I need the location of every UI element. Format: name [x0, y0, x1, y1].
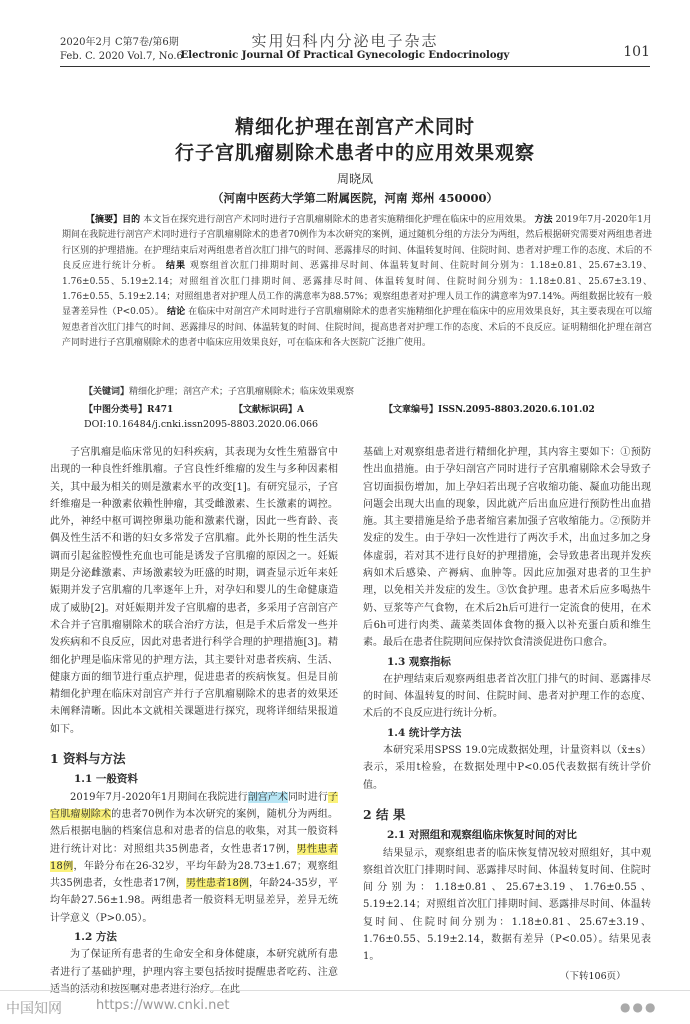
clc-number: 【中图分类号】R471: [84, 405, 174, 415]
highlight-cesarean: 剖宫产术: [247, 791, 288, 803]
result-text: 观察组首次肛门排期时间、恶露排尽时间、体温转复时间、住院时间分别为：1.18±0.81、25.67±3.19、1.76±0.55、5.19±2.14；对照组首次肛门排期时间、恶露排尽时间、体温转复时间、住院时间分别为：1.18±0.81、25.67±3.19、1.76±0.55、5.19±2.14；对照组患者对护理人员工作的满意率为88.57%；观察组患者对护理人员工作的满意率为97.14%。两组数据比较有一般显著差异性（P<0.05）。: [62, 261, 652, 318]
methods-paragraph: 为了保证所有患者的生命安全和身体健康，本研究就所有患者进行了基础护理，护理内容主要包括按时提醒患者吃药、注意适当的活动和按医嘱对患者进行治疗。在此: [50, 949, 338, 995]
issue-en: Feb. C. 2020 Vol.7, No.6: [60, 51, 183, 62]
method-text: 2019年7月-2020年1月期间在我院进行剖宫产术同时进行子宫肌瘤剔除术的患者70例作为本次研究的案例，通过随机分组的方法分为两组，然后根据研究需要对两组患者进行区别的护理措施。在护理结束后对两组患者首次肛门排气的时间、恶露排尽的时间、体温转复时间、住院时间、患者对护理工作的态度、术后的不良反应进行统计分析。: [62, 215, 652, 272]
journal-title-cn: 实用妇科内分泌电子杂志: [251, 32, 439, 50]
body-right-column: [363, 444, 651, 966]
general-data-paragraph: [50, 789, 338, 927]
body-left-column: [50, 444, 338, 998]
article-title-line2: 行子宫肌瘤剔除术患者中的应用效果观察: [174, 142, 535, 164]
more-dots-icon: ●●●: [620, 1000, 658, 1014]
header-rule: [60, 66, 650, 67]
text-run: 2019年7月-2020年1月期间在我院进行: [70, 791, 248, 803]
method-label: 方法: [534, 215, 553, 225]
abstract: [62, 213, 652, 352]
text-run: 同时进行: [287, 791, 328, 803]
issue-cn: 2020年2月 C第7卷/第6期: [60, 37, 179, 48]
purpose-label: 目的: [122, 215, 141, 225]
subsection-1-3: 1.3 观察指标: [387, 655, 451, 668]
text-run: ，年龄分布在26-32岁，平均年龄为28.73±1.67；观察组共35例患者，女性患者17例，: [50, 860, 338, 890]
results-paragraph: 结果显示，观察组患者的临床恢复情况较对照组好，其中观察组首次肛门排期时间、恶露排尽时间、体温转复时间、住院时间分别为：1.18±0.81、25.67±3.19、1.76±0.55、5.19±2.14；对照组首次肛门排期时间、恶露排尽时间、体温转复时间、住院时间分别为：1.18±0.81、25.67±3.19、1.76±0.55、5.19±2.14，数据有差异（P<0.05）。结果见表1。: [363, 847, 651, 963]
conclusion-text: 在临床中对剖宫产术同时进行子宫肌瘤剔除术的患者实施精细化护理在临床中的应用效果良好，其主要表现在可以缩短患者首次肛门排气的时间、恶露排尽的时间、体温转复的时间、住院时间，提高患者对护理工作的态度、术后的不良反应。证明精细化护理在剖宫产同时进行子宫肌瘤剔除术的患者中临床应用效果良好，可在临床和各大医院广泛推广使用。: [62, 307, 652, 349]
continued-note: （下转106页）: [560, 971, 626, 982]
author: 周晓凤: [336, 172, 373, 186]
cnki-logo[interactable]: 中国知网: [6, 1001, 62, 1017]
result-label: 结果: [165, 261, 186, 272]
section-heading-1: 1 资料与方法: [50, 751, 126, 767]
journal-title-en: Electronic Journal Of Practical Gynecologic Endocrinology: [180, 50, 510, 61]
keywords-text: 精细化护理；剖宫产术；子宫肌瘤剔除术；临床效果观察: [129, 387, 355, 397]
highlight-male-observe: 男性患者18例: [185, 878, 249, 890]
subsection-1-2: 1.2 方法: [74, 931, 117, 944]
purpose-text: 本文旨在探究进行剖宫产术同时进行子宫肌瘤剔除术的患者实施精细化护理在临床中的应用效果。: [143, 215, 532, 225]
highlight-male-control: 男性患者18例: [50, 843, 339, 872]
intro-paragraph: 子宫肌瘤是临床常见的妇科疾病，其表现为女性生殖器官中出现的一种良性纤维肌瘤。子宫良性纤维瘤的发生与多种因素相关，其中最为相关的则是激素水平的改变[1]。有研究显示，子宫纤维瘤是一种激素依赖性肿瘤，其受雌激素、生长激素的调控。此外，神经中枢可调控卵巢功能和激素代谢，因此一些育龄、丧偶及性生活不和谐的妇女多常发子宫肌瘤。此外长期的性生活失调而引起盆腔慢性充血也可能是诱发子宫肌瘤的原因之一。妊娠期是分泌雌激素、声场激素较为旺盛的时期，调查显示近年来妊娠期并发子宫肌瘤的几率逐年上升，对孕妇和婴儿的生命健康造成了威胁[2]。对妊娠期并发子宫肌瘤的患者，多采用子宫剖宫产术合并子宫肌瘤剔除术的联合治疗方法，但是手术后常发一些并发疾病和不良反应，因此对患者进行科学合理的护理措施[3]。精细化护理是临床常见的护理方法，其主要针对患者疾病、生活、健康方面的细节进行重点护理，促进患者的疾病恢复。但是目前精细化护理在临床对剖宫产并行子宫肌瘤剔除术的患者的效果还未阐释清晰。因此本文就相关课题进行探究，现将详细结果报道如下。: [50, 447, 338, 735]
footer-rule: [0, 990, 690, 991]
article-number: 【文章编号】ISSN.2095-8803.2020.6.101.02: [384, 405, 595, 415]
issue-info: [60, 36, 183, 64]
abstract-label: 【摘要】: [86, 215, 123, 225]
doc-code: 【文献标识码】A: [234, 405, 304, 415]
section-heading-2: 2 结 果: [363, 806, 406, 822]
doi: DOI:10.16484/j.cnki.issn2095-8803.2020.06.066: [84, 419, 319, 430]
subsection-2-1: 2.1 对照组和观察组临床恢复时间的对比: [387, 829, 577, 842]
subsection-1-4: 1.4 统计学方法: [387, 726, 462, 739]
keywords: [84, 384, 354, 397]
statistics-paragraph: 本研究采用SPSS 19.0完成数据处理，计量资料以（x̄±s）表示，采用t检验，在数据处理中P<0.05代表数据有统计学价值。: [363, 745, 651, 791]
subsection-1-1: 1.1 一般资料: [74, 773, 138, 786]
affiliation: （河南中医药大学第二附属医院，河南 郑州 450000）: [211, 191, 498, 205]
text-run: 的患者70例作为本次研究的案例，随机分为两组。然后根据电脑的档案信息和对患者的信息的收集，对其一般资料进行统计对比：对照组共35例患者，女性患者17例，: [50, 808, 338, 855]
keywords-label: 【关键词】: [84, 387, 130, 397]
highlight-myomectomy: 子宫肌瘤剔除术: [50, 791, 338, 820]
text-run: ，年龄24-35岁，平均年龄27.56±1.98。两组患者一般资料无明显差异，差异无统计学意义（P>0.05）。: [50, 878, 339, 924]
page-number: 101: [623, 44, 650, 60]
cnki-url-link[interactable]: https://www.cnki.net: [96, 998, 230, 1013]
nursing-paragraph: 基础上对观察组患者进行精细化护理，其内容主要如下：①预防性出血措施。由于孕妇剖宫产同时进行子宫肌瘤剔除术会导致子宫切面损伤增加，加上孕妇若出现子宫收缩功能、凝血功能出现问题会出现大出血的现象，因此就产后出血应进行预防性出血措施。其主要措施是给予患者缩宫素加强子宫收缩能力。②预防并发症的发生。由于孕妇一次性进行了两次手术，出血过多加之身体虚弱，若对其不进行良好的护理措施，会导致患者出现并发疾病如术后感染、产褥病、血肿等。因此应加强对患者的卫生护理，以免相关并发症的发生。③饮食护理。患者术后应多喝热牛奶、豆浆等产气食物，在术后2h后可进行一定流食的使用，在术后6h可进行肉类、蔬菜类固体食物的摄入以补充蛋白质和维生素。最后在患者住院期间应保持饮食清淡促进伤口愈合。: [363, 447, 651, 649]
conclusion-label: 结论: [166, 307, 186, 318]
indicators-paragraph: 在护理结束后观察两组患者首次肛门排气的时间、恶露排尽的时间、体温转复的时间、住院时间、患者对护理工作的态度、术后的不良反应进行统计分析。: [363, 673, 651, 720]
article-title-line1: 精细化护理在剖宫产术同时: [234, 116, 475, 138]
